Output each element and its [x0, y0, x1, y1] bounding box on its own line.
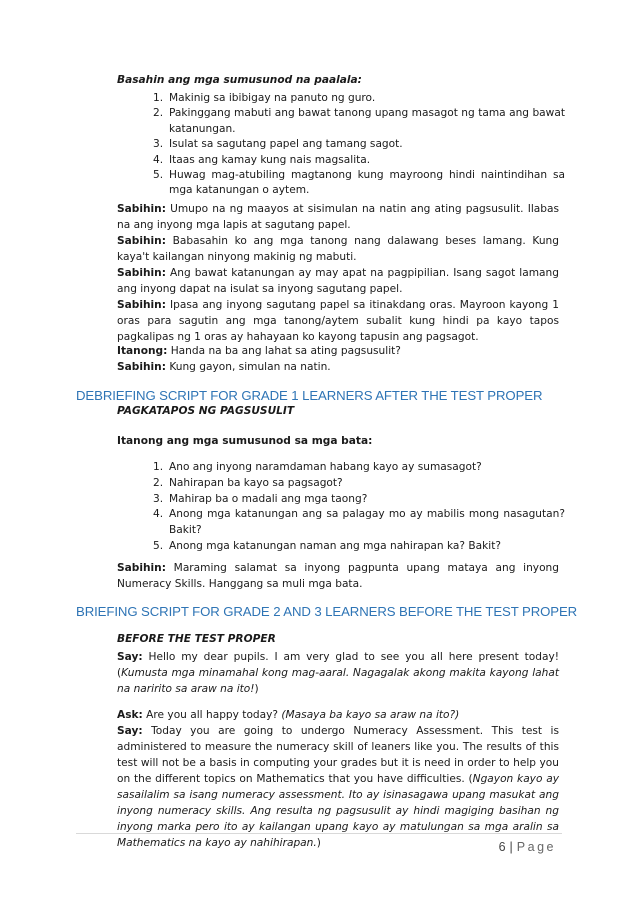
- paragraph: Say: Today you are going to undergo Numeracy Assessment. This test is administered to measure the numeracy skill of leaners like you. The results of this test will not be a basis in computing your grades but it is need in order to help you on the different topics on Mathematics that you have difficulties. (Ngayon kayo ay sasailalim sa isang numeracy assessment. Ito ay isinasagawa upang masukat ang inyong numeracy skills. Ang resulta ng pagsusulit ay hindi magiging basihan ng inyong marka pero ito ay kailangan upang kayo ay matulungan sa mga aralin sa Mathematics na kayo ay nahihirapan.): [117, 725, 559, 849]
- paragraph: Sabihin: Umupo na ng maayos at sisimulan na natin ang ating pagsusulit. Ilabas na ang inyong mga lapis at sagutang papel.: [117, 203, 559, 231]
- instructions-heading: Basahin ang mga sumusunod na paalala:: [117, 74, 362, 86]
- page-footer: [499, 840, 556, 854]
- section-subheading: PAGKATAPOS NG PAGSUSULIT: [117, 405, 295, 417]
- list-item: 2. Nahirapan ba kayo sa pagsagot?: [153, 476, 343, 489]
- section-title-briefing: BRIEFING SCRIPT FOR GRADE 2 AND 3 LEARNERS BEFORE THE TEST PROPER: [76, 604, 578, 619]
- list-item: 4. Itaas ang kamay kung nais magsalita.: [153, 153, 371, 166]
- ask-say-block: [117, 707, 559, 851]
- page-label: Page: [516, 840, 556, 854]
- itanong-block: [117, 343, 559, 375]
- closing-paragraph: Sabihin: Maraming salamat sa inyong pagpunta upang mataya ang inyong Numeracy Skills. Hanggang sa muli mga bata.: [117, 562, 559, 590]
- paragraph: Ask: Are you all happy today? (Masaya ba kayo sa araw na ito?): [117, 709, 460, 721]
- section-title-debriefing: DEBRIEFING SCRIPT FOR GRADE 1 LEARNERS AFTER THE TEST PROPER: [76, 388, 543, 403]
- page-number: 6: [498, 840, 506, 854]
- ask-heading: Itanong ang mga sumusunod sa mga bata:: [117, 435, 373, 447]
- list-item: 3. Mahirap ba o madali ang mga taong?: [153, 492, 368, 505]
- say-paragraph-1: Say: Hello my dear pupils. I am very glad to see you all here present today! (Kumusta mga minamahal kong mag-aaral. Nagagalak akong makita kayong lahat na naririto sa araw na ito!): [117, 651, 559, 695]
- paragraph: Sabihin: Ang bawat katanungan ay may apat na pagpipilian. Isang sagot lamang ang inyong dapat na isulat sa inyong sagutang papel.: [117, 267, 559, 295]
- list-item: 5. Anong mga katanungan naman ang mga nahirapan ka? Bakit?: [153, 539, 502, 552]
- section-subheading: BEFORE THE TEST PROPER: [117, 633, 276, 645]
- paragraph: Sabihin: Babasahin ko ang mga tanong nang dalawang beses lamang. Kung kaya't kailangan ninyong makinig ng mabuti.: [117, 235, 559, 263]
- instructions-list: [117, 91, 565, 199]
- list-item: 5. Huwag mag-atubiling magtanong kung mayroong hindi naintindihan sa mga katanungan o aytem.: [153, 169, 565, 197]
- footer-divider: [76, 833, 562, 834]
- paragraph: Sabihin: Ipasa ang inyong sagutang papel sa itinakdang oras. Mayroon kayong 1 oras para sagutin ang mga tanong/aytem subalit kung hindi pa kayo tapos pagkalipas ng 1 oras ay hahayaan ko kayong tapusin ang pagsagot.: [117, 299, 559, 343]
- sabihin-block: [117, 201, 559, 345]
- list-item: 1. Ano ang inyong naramdaman habang kayo ay sumasagot?: [153, 461, 482, 473]
- debriefing-questions-list: [117, 460, 565, 554]
- paragraph: Sabihin: Kung gayon, simulan na natin.: [117, 361, 331, 373]
- paragraph: Itanong: Handa na ba ang lahat sa ating pagsusulit?: [117, 345, 401, 357]
- list-item: 4. Anong mga katanungan ang sa palagay mo ay mabilis mong nasagutan? Bakit?: [153, 508, 565, 536]
- list-item: 3. Isulat sa sagutang papel ang tamang sagot.: [153, 138, 403, 151]
- list-item: 2. Pakinggang mabuti ang bawat tanong upang masagot ng tama ang bawat katanungan.: [153, 107, 565, 135]
- footer-separator: |: [509, 840, 513, 854]
- list-item: 1. Makinig sa ibibigay na panuto ng guro.: [153, 92, 376, 104]
